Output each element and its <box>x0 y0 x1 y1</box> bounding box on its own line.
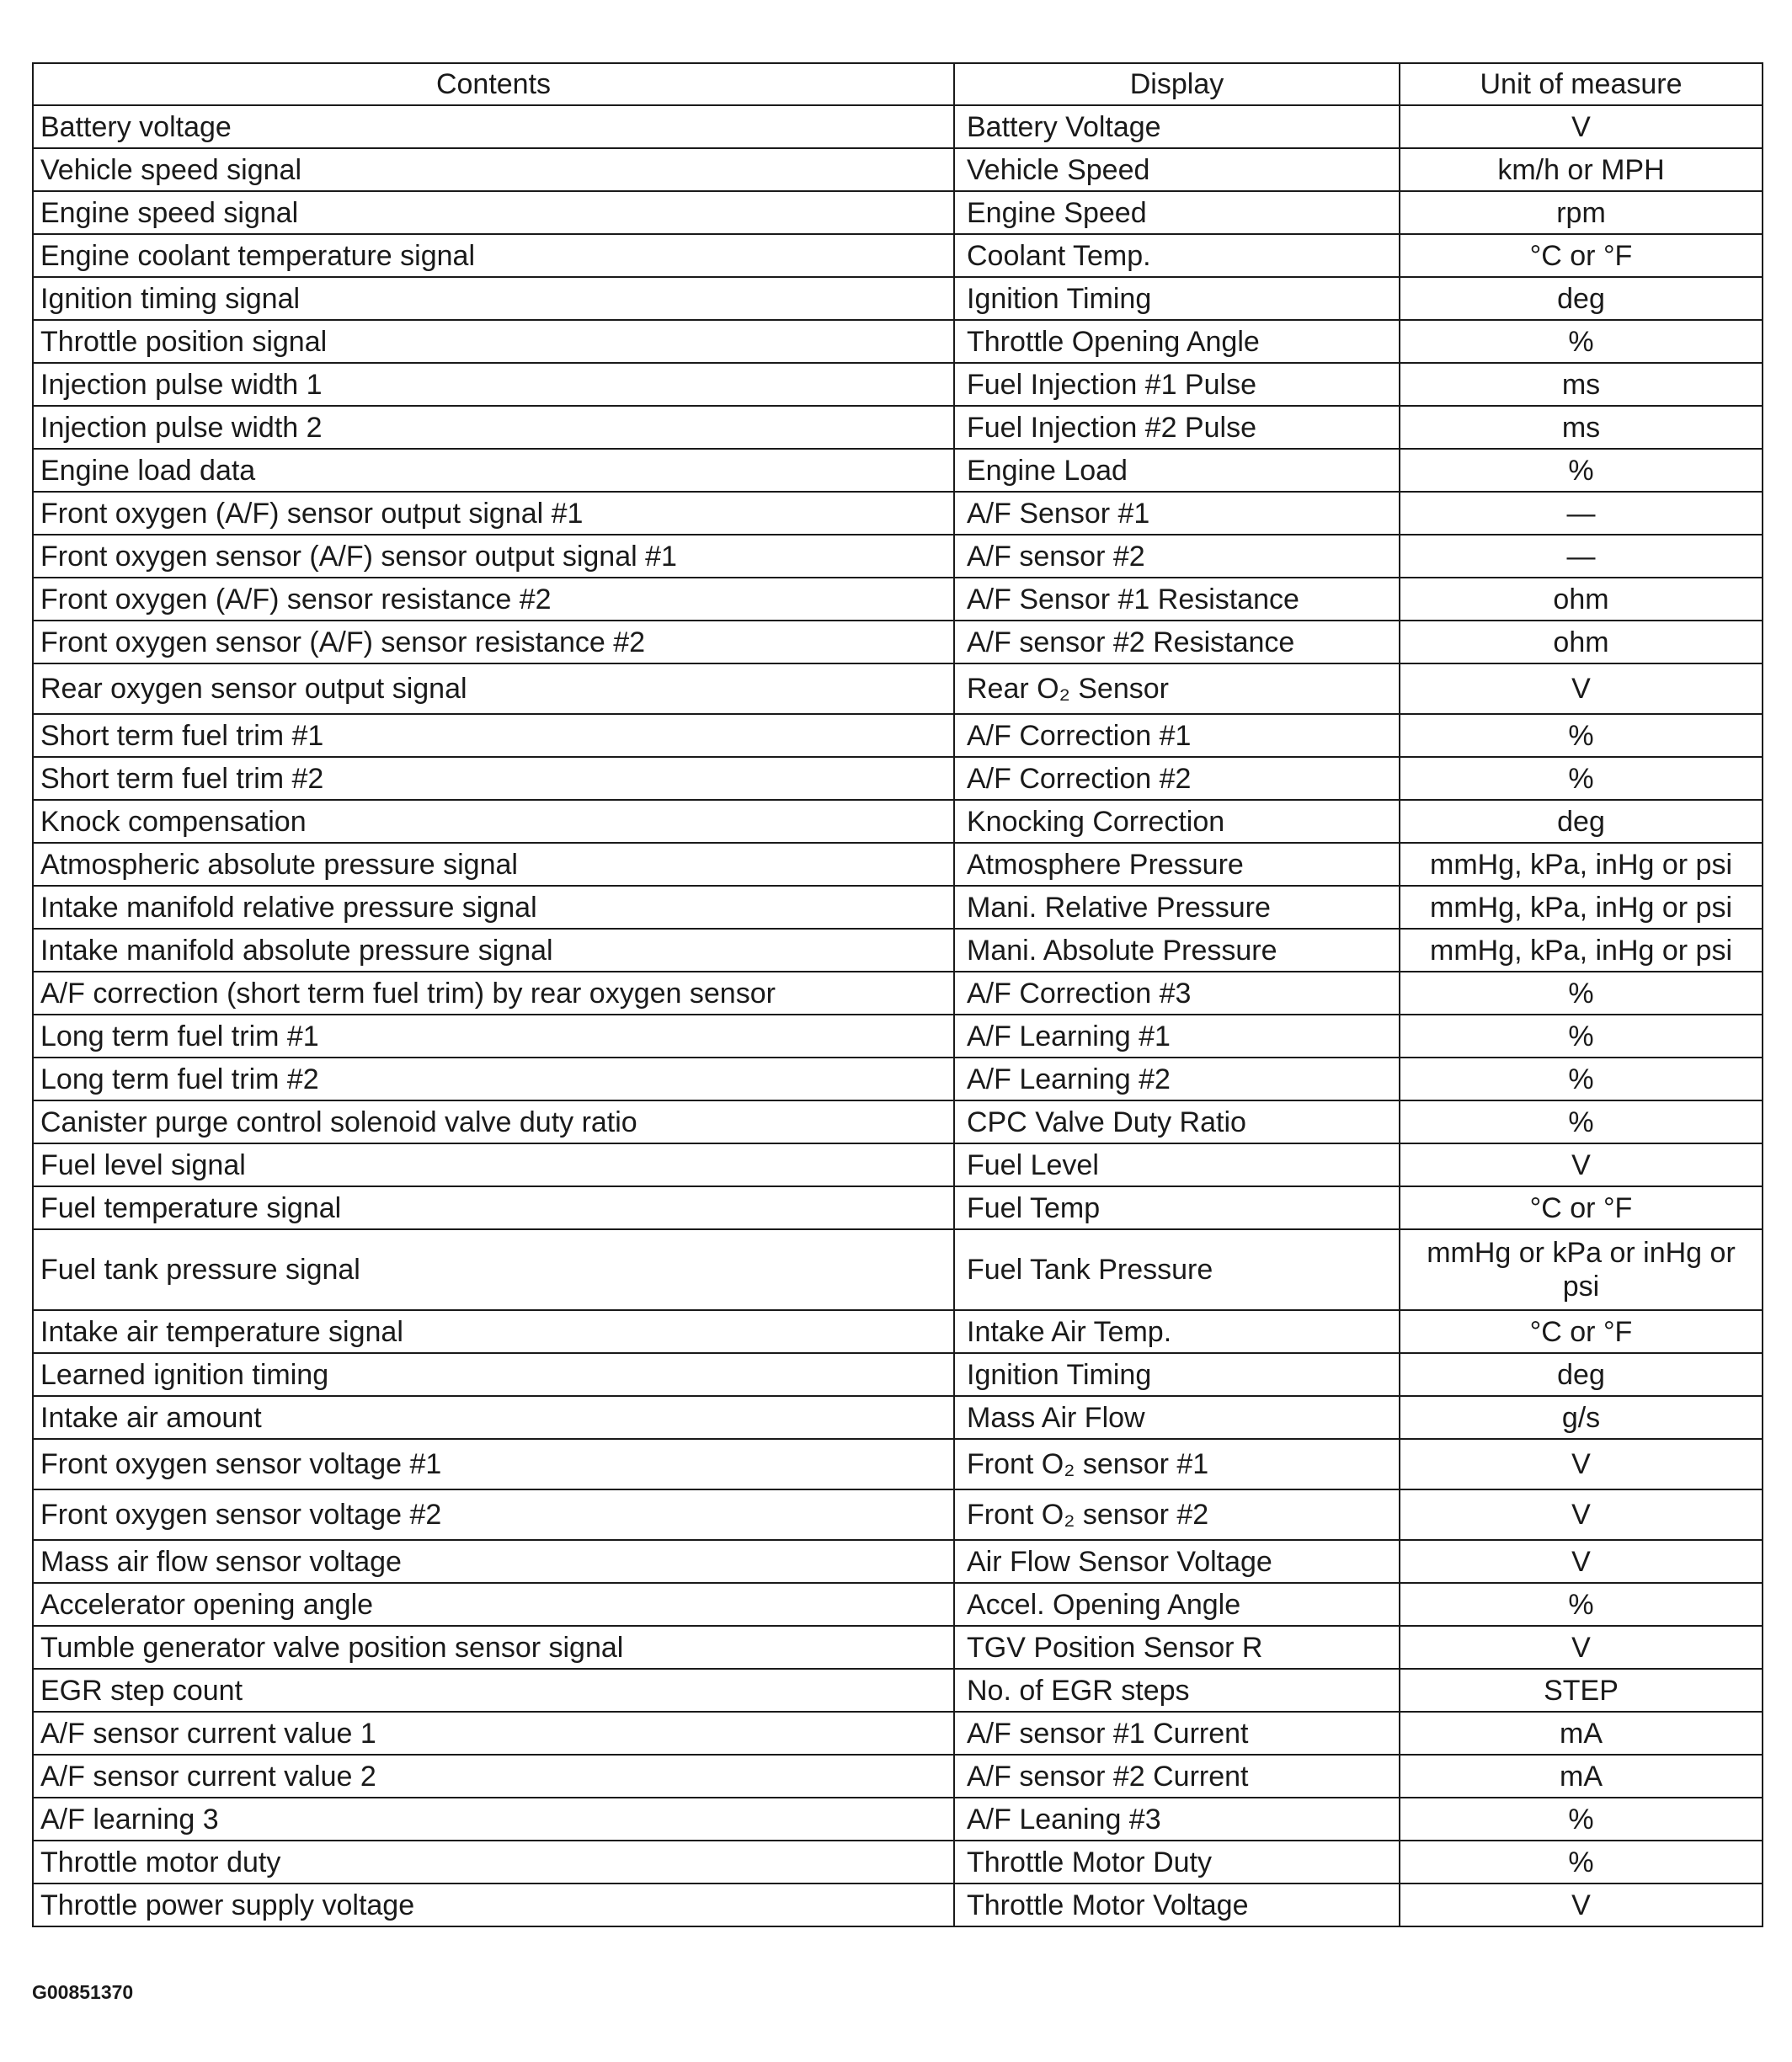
cell-contents: Front oxygen (A/F) sensor resistance #2 <box>33 578 954 621</box>
cell-unit: % <box>1400 1058 1763 1100</box>
table-row <box>33 1755 1763 1798</box>
cell-display: Fuel Temp <box>954 1186 1400 1229</box>
cell-display: Mass Air Flow <box>954 1396 1400 1439</box>
cell-unit: mmHg, kPa, inHg or psi <box>1400 886 1763 929</box>
cell-display: A/F sensor #2 Resistance <box>954 621 1400 663</box>
cell-display: Ignition Timing <box>954 1353 1400 1396</box>
cell-contents: Intake air amount <box>33 1396 954 1439</box>
cell-unit: V <box>1400 663 1763 714</box>
cell-contents: Intake manifold absolute pressure signal <box>33 929 954 972</box>
cell-display: A/F sensor #2 <box>954 535 1400 578</box>
cell-contents: Throttle motor duty <box>33 1841 954 1884</box>
cell-unit: % <box>1400 1583 1763 1626</box>
cell-display: Air Flow Sensor Voltage <box>954 1540 1400 1583</box>
table-row <box>33 1229 1763 1310</box>
table-body <box>33 105 1763 1926</box>
cell-contents: Front oxygen sensor (A/F) sensor output signal #1 <box>33 535 954 578</box>
cell-contents: Front oxygen sensor (A/F) sensor resistance #2 <box>33 621 954 663</box>
cell-unit: °C or °F <box>1400 1310 1763 1353</box>
figure-id: G00851370 <box>32 1981 134 2003</box>
cell-contents: EGR step count <box>33 1669 954 1712</box>
cell-unit: mA <box>1400 1712 1763 1755</box>
cell-contents: Long term fuel trim #1 <box>33 1015 954 1058</box>
cell-contents: Front oxygen (A/F) sensor output signal #1 <box>33 492 954 535</box>
cell-display: A/F Correction #2 <box>954 757 1400 800</box>
cell-display: A/F Sensor #1 <box>954 492 1400 535</box>
cell-display: A/F Learning #2 <box>954 1058 1400 1100</box>
table-row <box>33 1626 1763 1669</box>
table-row <box>33 277 1763 320</box>
cell-display: A/F Correction #1 <box>954 714 1400 757</box>
cell-contents: A/F learning 3 <box>33 1798 954 1841</box>
table-row <box>33 757 1763 800</box>
table-row <box>33 449 1763 492</box>
table-row <box>33 578 1763 621</box>
table-row <box>33 621 1763 663</box>
cell-contents: Throttle position signal <box>33 320 954 363</box>
cell-unit: mmHg or kPa or inHg or psi <box>1400 1229 1763 1310</box>
cell-contents: Tumble generator valve position sensor signal <box>33 1626 954 1669</box>
cell-contents: Injection pulse width 1 <box>33 363 954 406</box>
cell-display: TGV Position Sensor R <box>954 1626 1400 1669</box>
cell-contents: Fuel level signal <box>33 1143 954 1186</box>
cell-unit: % <box>1400 1015 1763 1058</box>
cell-unit: V <box>1400 1489 1763 1540</box>
table-row <box>33 1396 1763 1439</box>
table-row <box>33 1015 1763 1058</box>
table-row <box>33 1489 1763 1540</box>
table-row <box>33 1186 1763 1229</box>
cell-unit: deg <box>1400 277 1763 320</box>
cell-unit: V <box>1400 1143 1763 1186</box>
cell-display: Throttle Motor Duty <box>954 1841 1400 1884</box>
cell-unit: ohm <box>1400 621 1763 663</box>
cell-contents: Throttle power supply voltage <box>33 1884 954 1926</box>
cell-unit: % <box>1400 449 1763 492</box>
header-unit: Unit of measure <box>1400 63 1763 105</box>
cell-contents: A/F sensor current value 2 <box>33 1755 954 1798</box>
cell-unit: % <box>1400 714 1763 757</box>
cell-unit: ms <box>1400 406 1763 449</box>
cell-contents: Ignition timing signal <box>33 277 954 320</box>
cell-display: Atmosphere Pressure <box>954 843 1400 886</box>
table-row <box>33 1100 1763 1143</box>
table-row <box>33 1353 1763 1396</box>
cell-contents: Engine speed signal <box>33 191 954 234</box>
table-row <box>33 1310 1763 1353</box>
cell-unit: V <box>1400 1884 1763 1926</box>
cell-display: A/F Sensor #1 Resistance <box>954 578 1400 621</box>
table-row <box>33 320 1763 363</box>
cell-unit: — <box>1400 492 1763 535</box>
table-row <box>33 972 1763 1015</box>
cell-contents: Knock compensation <box>33 800 954 843</box>
cell-display: Rear O₂ Sensor <box>954 663 1400 714</box>
data-table <box>32 62 1763 1927</box>
cell-contents: A/F sensor current value 1 <box>33 1712 954 1755</box>
table-row <box>33 1712 1763 1755</box>
cell-display: Engine Speed <box>954 191 1400 234</box>
cell-contents: A/F correction (short term fuel trim) by rear oxygen sensor <box>33 972 954 1015</box>
cell-display: Ignition Timing <box>954 277 1400 320</box>
table-row <box>33 191 1763 234</box>
cell-display: CPC Valve Duty Ratio <box>954 1100 1400 1143</box>
cell-display: Front O₂ sensor #2 <box>954 1489 1400 1540</box>
cell-contents: Vehicle speed signal <box>33 148 954 191</box>
cell-display: Fuel Level <box>954 1143 1400 1186</box>
cell-contents: Long term fuel trim #2 <box>33 1058 954 1100</box>
cell-unit: km/h or MPH <box>1400 148 1763 191</box>
cell-contents: Engine load data <box>33 449 954 492</box>
cell-contents: Accelerator opening angle <box>33 1583 954 1626</box>
cell-contents: Canister purge control solenoid valve duty ratio <box>33 1100 954 1143</box>
table-row <box>33 492 1763 535</box>
cell-display: Throttle Motor Voltage <box>954 1884 1400 1926</box>
cell-unit: deg <box>1400 1353 1763 1396</box>
table-row <box>33 1540 1763 1583</box>
table-row <box>33 886 1763 929</box>
table-row <box>33 1669 1763 1712</box>
table-row <box>33 1583 1763 1626</box>
cell-display: Coolant Temp. <box>954 234 1400 277</box>
cell-unit: % <box>1400 320 1763 363</box>
table-row <box>33 1439 1763 1489</box>
table-row <box>33 929 1763 972</box>
cell-display: A/F Correction #3 <box>954 972 1400 1015</box>
cell-unit: V <box>1400 105 1763 148</box>
cell-unit: V <box>1400 1626 1763 1669</box>
cell-display: A/F Leaning #3 <box>954 1798 1400 1841</box>
table-row <box>33 1841 1763 1884</box>
cell-display: Mani. Relative Pressure <box>954 886 1400 929</box>
cell-contents: Atmospheric absolute pressure signal <box>33 843 954 886</box>
table-row <box>33 363 1763 406</box>
cell-display: Battery Voltage <box>954 105 1400 148</box>
cell-display: Fuel Injection #1 Pulse <box>954 363 1400 406</box>
cell-display: Fuel Injection #2 Pulse <box>954 406 1400 449</box>
cell-contents: Rear oxygen sensor output signal <box>33 663 954 714</box>
table-row <box>33 843 1763 886</box>
header-display: Display <box>954 63 1400 105</box>
table-row <box>33 105 1763 148</box>
cell-contents: Intake manifold relative pressure signal <box>33 886 954 929</box>
header-contents: Contents <box>33 63 954 105</box>
table-row <box>33 535 1763 578</box>
cell-unit: mmHg, kPa, inHg or psi <box>1400 843 1763 886</box>
table-row <box>33 800 1763 843</box>
table-row <box>33 148 1763 191</box>
header-row <box>33 63 1763 105</box>
cell-unit: — <box>1400 535 1763 578</box>
cell-display: Throttle Opening Angle <box>954 320 1400 363</box>
table-row <box>33 663 1763 714</box>
cell-contents: Intake air temperature signal <box>33 1310 954 1353</box>
cell-contents: Mass air flow sensor voltage <box>33 1540 954 1583</box>
cell-unit: % <box>1400 1798 1763 1841</box>
cell-display: Intake Air Temp. <box>954 1310 1400 1353</box>
table-row <box>33 1798 1763 1841</box>
table-row <box>33 406 1763 449</box>
table-row <box>33 234 1763 277</box>
cell-contents: Fuel temperature signal <box>33 1186 954 1229</box>
cell-unit: mmHg, kPa, inHg or psi <box>1400 929 1763 972</box>
table-row <box>33 1058 1763 1100</box>
cell-display: A/F Learning #1 <box>954 1015 1400 1058</box>
cell-unit: °C or °F <box>1400 234 1763 277</box>
table-row <box>33 1884 1763 1926</box>
cell-contents: Fuel tank pressure signal <box>33 1229 954 1310</box>
cell-unit: V <box>1400 1540 1763 1583</box>
cell-display: Fuel Tank Pressure <box>954 1229 1400 1310</box>
cell-unit: % <box>1400 1841 1763 1884</box>
cell-display: Front O₂ sensor #1 <box>954 1439 1400 1489</box>
cell-unit: STEP <box>1400 1669 1763 1712</box>
cell-display: Engine Load <box>954 449 1400 492</box>
cell-display: Mani. Absolute Pressure <box>954 929 1400 972</box>
cell-contents: Engine coolant temperature signal <box>33 234 954 277</box>
cell-contents: Battery voltage <box>33 105 954 148</box>
table-row <box>33 1143 1763 1186</box>
cell-unit: V <box>1400 1439 1763 1489</box>
cell-display: No. of EGR steps <box>954 1669 1400 1712</box>
table-row <box>33 714 1763 757</box>
cell-display: Knocking Correction <box>954 800 1400 843</box>
cell-contents: Short term fuel trim #2 <box>33 757 954 800</box>
cell-unit: ms <box>1400 363 1763 406</box>
cell-unit: % <box>1400 972 1763 1015</box>
cell-unit: deg <box>1400 800 1763 843</box>
cell-display: A/F sensor #2 Current <box>954 1755 1400 1798</box>
cell-display: Vehicle Speed <box>954 148 1400 191</box>
cell-display: A/F sensor #1 Current <box>954 1712 1400 1755</box>
cell-unit: ohm <box>1400 578 1763 621</box>
cell-unit: mA <box>1400 1755 1763 1798</box>
cell-unit: % <box>1400 1100 1763 1143</box>
cell-display: Accel. Opening Angle <box>954 1583 1400 1626</box>
cell-contents: Front oxygen sensor voltage #1 <box>33 1439 954 1489</box>
cell-unit: rpm <box>1400 191 1763 234</box>
cell-unit: % <box>1400 757 1763 800</box>
cell-contents: Injection pulse width 2 <box>33 406 954 449</box>
cell-unit: °C or °F <box>1400 1186 1763 1229</box>
cell-contents: Learned ignition timing <box>33 1353 954 1396</box>
cell-unit: g/s <box>1400 1396 1763 1439</box>
cell-contents: Front oxygen sensor voltage #2 <box>33 1489 954 1540</box>
cell-contents: Short term fuel trim #1 <box>33 714 954 757</box>
